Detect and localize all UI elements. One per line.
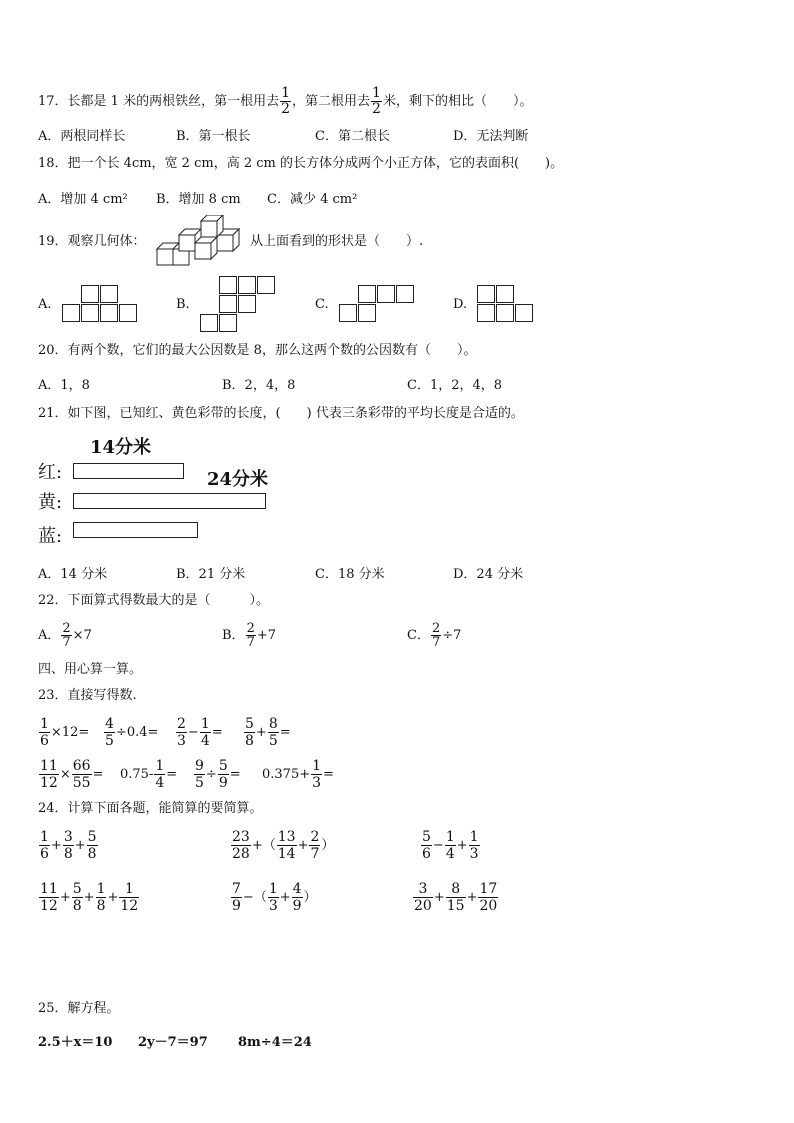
q17-option-a[interactable]: A．两根同样长 [38, 129, 126, 144]
q22-option-a[interactable]: A． $\frac{2}{7}$ ×7 [38, 621, 92, 650]
q23-expr-2: $\frac{4}{5}$ ÷0.4= [105, 716, 159, 749]
3d-cube-figure [155, 215, 245, 269]
fraction: $\frac{1}{2}$ [281, 85, 290, 117]
q23-expr-8: 0.375+ $\frac{1}{3}$ = [262, 758, 334, 791]
q23-expr-6: 0.75- $\frac{1}{4}$ = [120, 758, 178, 791]
q24-expr-1: $\frac{1}{6}$ + $\frac{3}{8}$ + $\frac{5}{8}$ [40, 829, 97, 862]
q21-option-d[interactable]: D．24 分米 [453, 567, 524, 582]
red-length-label: 14分米 [90, 437, 152, 458]
yellow-length-label: 24分米 [207, 469, 269, 490]
q19-option-a[interactable]: A. [38, 297, 52, 312]
q24-expr-5: $\frac{7}{9}$ −（ $\frac{1}{3}$ + $\frac{4}{9}$ ） [232, 881, 317, 914]
q25-title: 25．解方程。 [38, 1001, 120, 1016]
q19-label: 19．观察几何体： [38, 234, 146, 249]
q25-equation-1: 2.5＋x＝10 [38, 1035, 113, 1050]
yellow-label: 黄: [38, 492, 63, 513]
q20-question: 20．有两个数，它们的最大公因数是 8，那么这两个数的公因数有（ ）。 [38, 343, 477, 358]
q17-option-d[interactable]: D．无法判断 [453, 129, 529, 144]
q23-expr-7: $\frac{9}{5}$ ÷ $\frac{5}{9}$ = [195, 758, 241, 791]
q19-question: 从上面看到的形状是（ ）. [250, 234, 424, 249]
q21-option-b[interactable]: B．21 分米 [176, 567, 246, 582]
q23-expr-1: $\frac{1}{6}$ ×12= [40, 716, 90, 749]
blue-ribbon [73, 522, 198, 538]
q18-question: 18．把一个长 4cm，宽 2 cm，高 2 cm 的长方体分成两个小正方体，它的表面积( )。 [38, 156, 564, 171]
q24-expr-4: $\frac{11}{12}$ + $\frac{5}{8}$ + $\frac{1}{8}$ + $\frac{1}{12}$ [40, 881, 139, 914]
yellow-ribbon [73, 493, 266, 509]
q22-question: 22．下面算式得数最大的是（ ）。 [38, 593, 270, 608]
q20-option-c[interactable]: C．1，2，4，8 [407, 378, 503, 393]
red-label: 红: [38, 462, 63, 483]
section-heading: 四、用心算一算。 [38, 662, 143, 677]
q24-title: 24．计算下面各题，能简算的要简算。 [38, 801, 263, 816]
q24-expr-2: $\frac{23}{28}$ +（ $\frac{13}{14}$ + $\frac{2}{7}$ ） [232, 829, 335, 862]
q19-option-d[interactable]: D. [453, 297, 468, 312]
q17-option-b[interactable]: B．第一根长 [176, 129, 251, 144]
q24-expr-3: $\frac{5}{6}$ − $\frac{1}{4}$ + $\frac{1}{3}$ [422, 829, 479, 862]
q21-question: 21．如下图，已知红、黄色彩带的长度，( ) 代表三条彩带的平均长度是合适的。 [38, 406, 524, 421]
q18-option-a[interactable]: A．增加 4 cm² [38, 192, 128, 207]
fraction: $\frac{2}{7}$ [62, 621, 71, 650]
q23-expr-5: $\frac{11}{12}$ × $\frac{66}{55}$ = [40, 758, 104, 791]
q19-option-b[interactable]: B. [176, 297, 190, 312]
q17-question: 17．长都是 1 米的两根铁丝，第一根用去 $\frac{1}{2}$ ，第二根用去 $\frac{1}{2}$ 米，剩下的相比（ ）。 [38, 85, 533, 117]
q25-equation-3: 8m÷4＝24 [238, 1035, 312, 1050]
q18-option-c[interactable]: C．减少 4 cm² [267, 192, 358, 207]
fraction: $\frac{2}{7}$ [246, 621, 255, 650]
q22-option-c[interactable]: C． $\frac{2}{7}$ ÷7 [407, 621, 462, 650]
q20-option-b[interactable]: B．2，4，8 [222, 378, 296, 393]
q24-expr-6: $\frac{3}{20}$ + $\frac{8}{15}$ + $\frac{17}{20}$ [414, 881, 498, 914]
q19-option-c[interactable]: C. [315, 297, 329, 312]
q23-expr-4: $\frac{5}{8}$ + $\frac{8}{5}$ = [245, 716, 291, 749]
q18-option-b[interactable]: B．增加 8 cm [156, 192, 241, 207]
blue-label: 蓝: [38, 526, 63, 547]
fraction: $\frac{2}{7}$ [431, 621, 441, 650]
red-ribbon [73, 463, 184, 479]
q25-equation-2: 2y－7＝97 [138, 1035, 208, 1050]
q23-title: 23．直接写得数. [38, 688, 137, 703]
q17-option-c[interactable]: C．第二根长 [315, 129, 390, 144]
q22-option-b[interactable]: B． $\frac{2}{7}$ +7 [222, 621, 277, 650]
q23-expr-3: $\frac{2}{3}$ − $\frac{1}{4}$ = [177, 716, 223, 749]
q21-option-c[interactable]: C．18 分米 [315, 567, 385, 582]
q21-option-a[interactable]: A．14 分米 [38, 567, 108, 582]
q20-option-a[interactable]: A．1，8 [38, 378, 90, 393]
fraction: $\frac{1}{2}$ [372, 85, 381, 117]
